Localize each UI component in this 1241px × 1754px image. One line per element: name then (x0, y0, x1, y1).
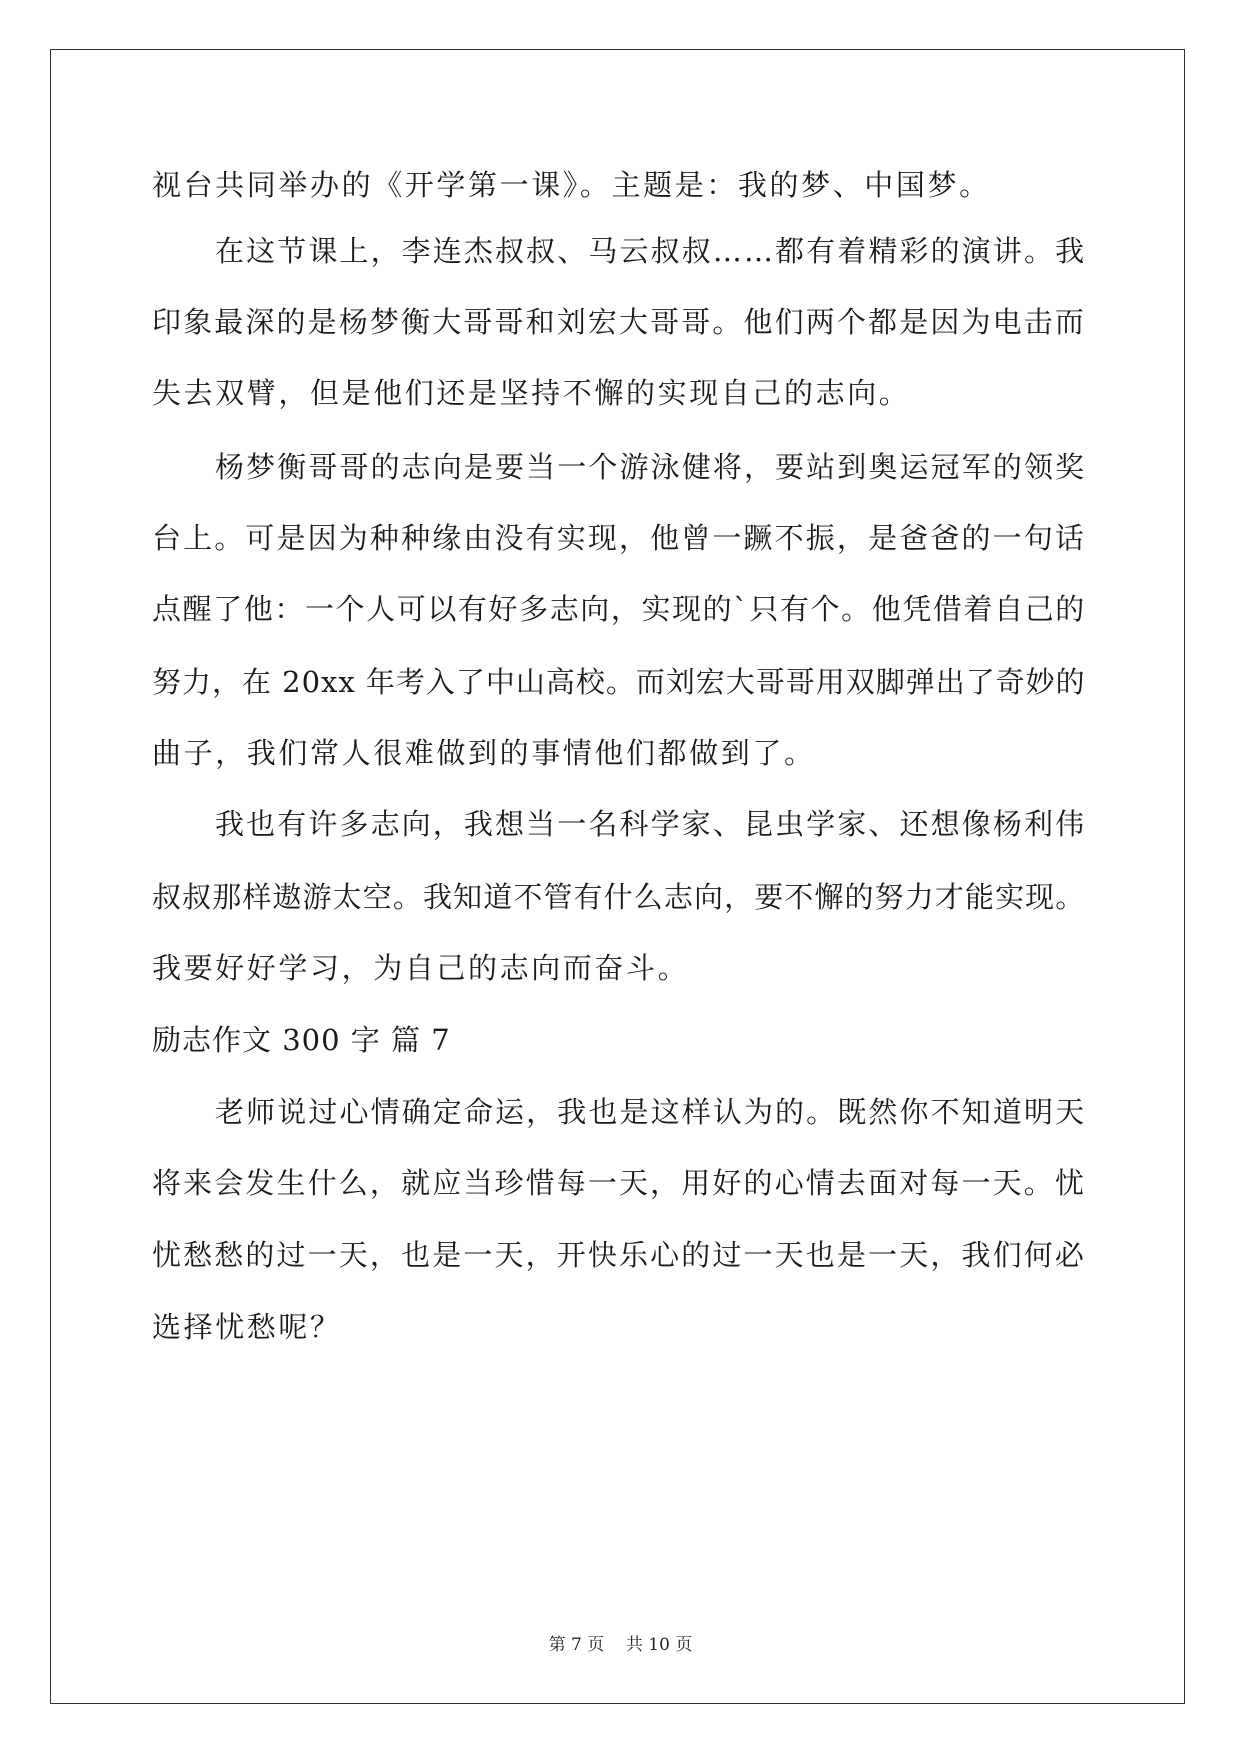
paragraph-start: 在这节课上，李连杰叔叔、马云叔叔……都有着精彩的演讲。我 (215, 234, 1087, 268)
text-line: 努力，在 20xx 年考入了中山高校。而刘宏大哥哥用双脚弹出了奇妙的 (152, 665, 1086, 699)
text-line: 点醒了他：一个人可以有好多志向，实现的`只有个。他凭借着自己的 (152, 592, 1086, 626)
paragraph-start: 老师说过心情确定命运，我也是这样认为的。既然你不知道明天 (215, 1095, 1087, 1129)
text-line: 我要好好学习，为自己的志向而奋斗。 (152, 951, 690, 985)
page-number-footer: 第 7 页 共 10 页 (548, 1635, 693, 1655)
section-heading: 励志作文 300 字 篇 7 (152, 1023, 451, 1057)
text-line: 叔叔那样遨游太空。我知道不管有什么志向，要不懈的努力才能实现。 (152, 880, 1086, 914)
text-line: 将来会发生什么，就应当珍惜每一天，用好的心情去面对每一天。忧 (152, 1166, 1087, 1200)
text-line: 视台共同举办的《开学第一课》。主题是：我的梦、中国梦。 (152, 168, 991, 202)
text-line: 曲子，我们常人很难做到的事情他们都做到了。 (152, 736, 816, 770)
paragraph-start: 我也有许多志向，我想当一名科学家、昆虫学家、还想像杨利伟 (215, 807, 1087, 841)
text-line: 印象最深的是杨梦衡大哥哥和刘宏大哥哥。他们两个都是因为电击而 (152, 305, 1087, 339)
text-line: 失去双臂，但是他们还是坚持不懈的实现自己的志向。 (152, 376, 911, 410)
text-line: 忧愁愁的过一天，也是一天，开快乐心的过一天也是一天，我们何必 (152, 1238, 1087, 1272)
text-line: 台上。可是因为种种缘由没有实现，他曾一蹶不振，是爸爸的一句话 (152, 521, 1087, 555)
paragraph-start: 杨梦衡哥哥的志向是要当一个游泳健将，要站到奥运冠军的领奖 (215, 450, 1087, 484)
text-line: 选择忧愁呢？ (152, 1310, 342, 1344)
